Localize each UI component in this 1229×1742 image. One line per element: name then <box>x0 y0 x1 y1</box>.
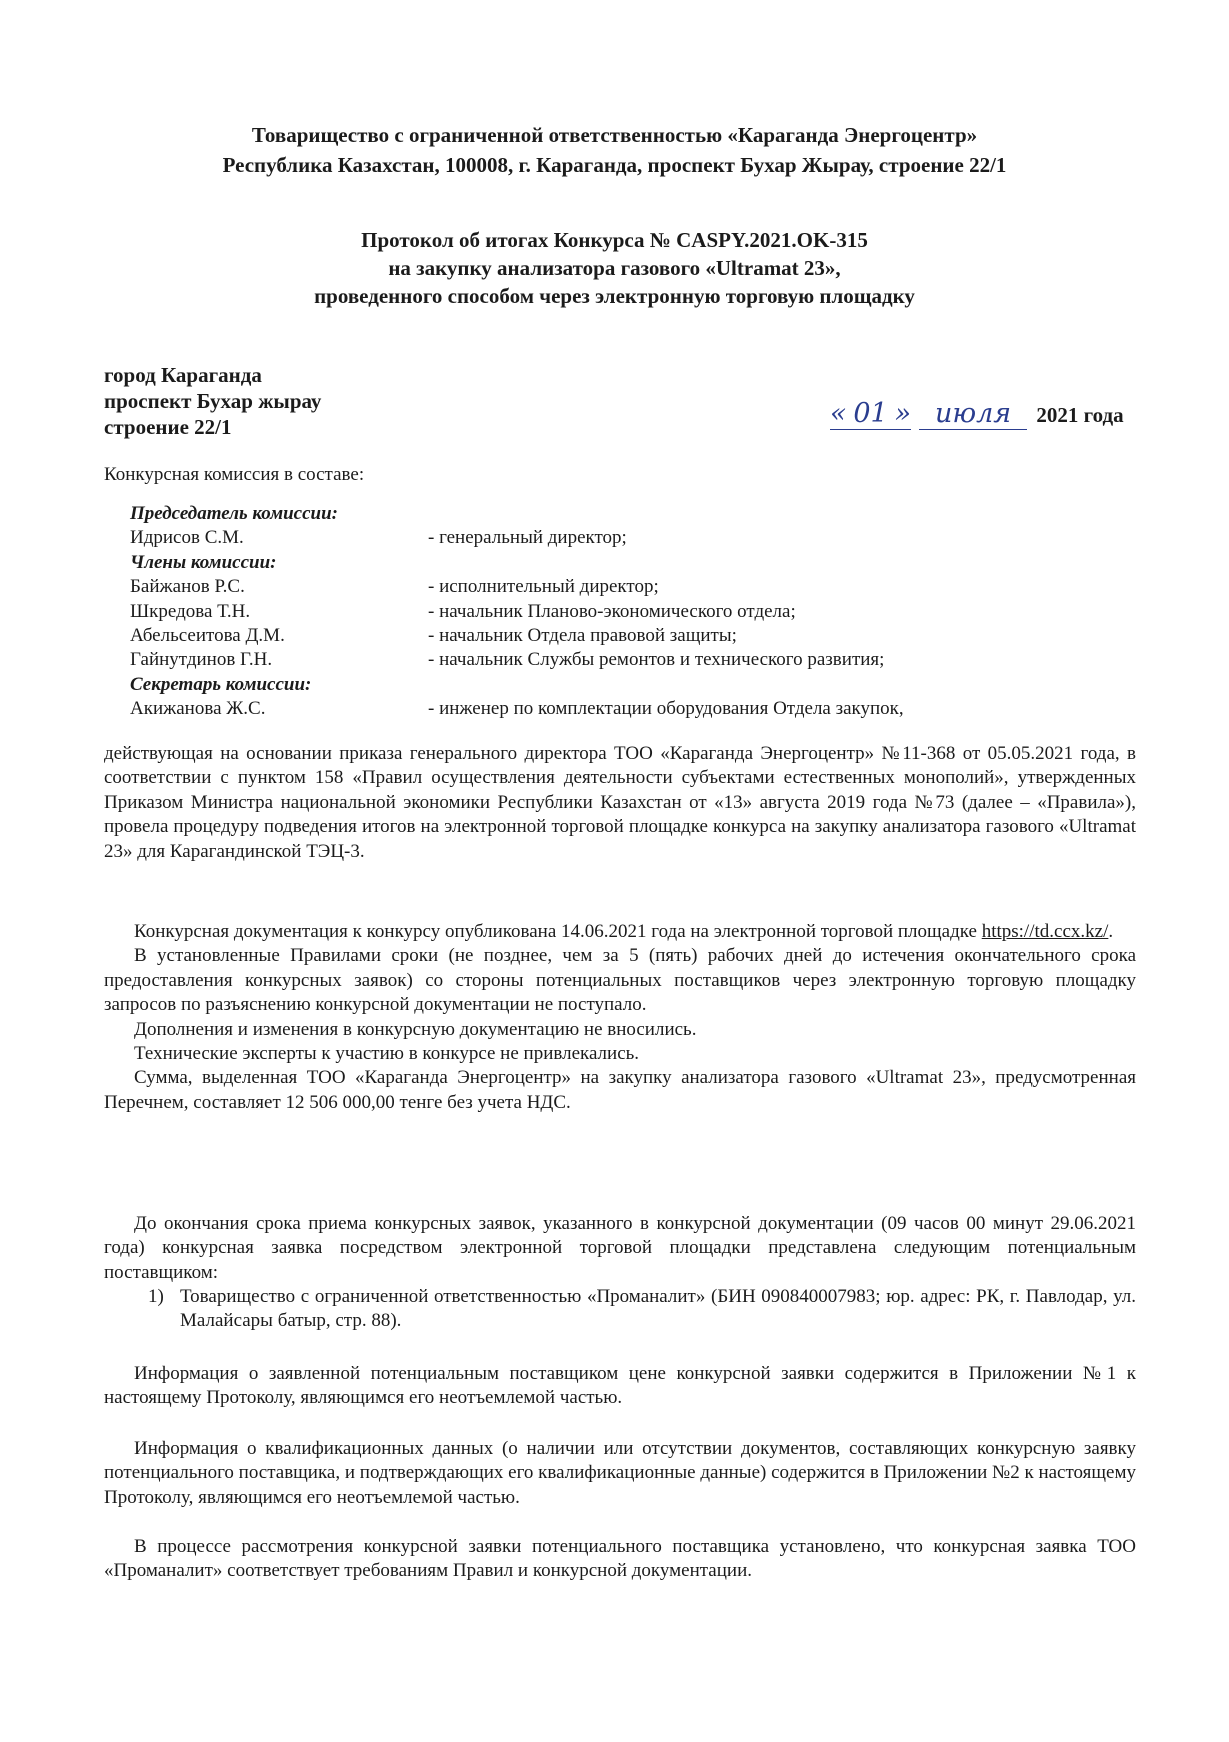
committee-member-row <box>130 648 1030 672</box>
paragraph: Информация о заявленной потенциальным поставщиком цене конкурсной заявки содержится в Приложении №1 к настоящему Протоколу, являющимся его неотъемлемой частью. <box>104 1363 1136 1409</box>
qualification-info-paragraph <box>104 1437 1136 1510</box>
secretary-title: Секретарь комиссии: <box>130 673 312 695</box>
paragraph: Технические эксперты к участию в конкурсе не привлекались. <box>134 1043 640 1065</box>
basis-paragraph <box>104 742 1136 864</box>
member-name: Абельсеитова Д.М. <box>130 624 285 646</box>
list-number: 1) <box>148 1286 164 1307</box>
protocol-title-line-2: на закупку анализатора газового «Ultramat 23», <box>388 256 841 280</box>
committee-member-row <box>130 697 1030 721</box>
place-city: город Караганда <box>104 363 262 387</box>
paragraph: В процессе рассмотрения конкурсной заявки потенциального поставщика установлено, что конкурсная заявка ТОО «Проманалит» соответствует требованиям Правил и конкурсной документации. <box>104 1536 1136 1582</box>
member-name: Акижанова Ж.С. <box>130 698 266 720</box>
date-month: июля <box>919 398 1027 430</box>
date-day: 01 <box>853 398 888 429</box>
committee-intro: Конкурсная комиссия в составе: <box>104 464 365 485</box>
paragraph: Информация о квалификационных данных (о наличии или отсутствии документов, составляющих конкурсную заявку потенциального поставщика, и подтверждающих его квалификационные данные) содержится в Приложении №2 к настоящему Протоколу, являющимся его неотъемлемой частью. <box>104 1438 1136 1508</box>
protocol-title-line-3: проведенного способом через электронную торговую площадку <box>314 284 915 308</box>
paragraph: действующая на основании приказа генерального директора ТОО «Караганда Энергоцентр» №11-368 от 05.05.2021 года, в соответствии с пунктом 158 «Правил осуществления деятельности субъектами естественных монополий», утвержденных Приказом Министра национальной экономики Республики Казахстан от «13» августа 2019 года №73 (далее – «Правила»), провела процедуру подведения итогов на электронной торговой площадке конкурса на закупку анализатора газового «Ultramat 23» для Карагандинской ТЭЦ-3. <box>104 743 1136 862</box>
members-title: Члены комиссии: <box>130 551 277 573</box>
date-day-field: « 01 » <box>830 398 912 429</box>
paragraph: В установленные Правилами сроки (не позднее, чем за 5 (пять) рабочих дней до истечения окончательного срока предоставления конкурсных заявок) со стороны потенциальных поставщиков через электронную торговую площадку запросов по разъяснению конкурсной документации не поступало. <box>104 945 1136 1016</box>
publication-paragraph: Конкурсная документация к конкурсу опубликована 14.06.2021 года на электронной торговой площадке https://td.ccx.kz/. <box>134 921 1114 942</box>
committee-member-row <box>130 575 1030 599</box>
date-year: 2021 года <box>1036 403 1124 427</box>
organization-name: Товарищество с ограниченной ответственностью «Караганда Энергоцентр» <box>251 123 978 147</box>
platform-link[interactable]: https://td.ccx.kz/ <box>981 921 1109 942</box>
price-info-paragraph <box>104 1362 1136 1411</box>
committee-member-row <box>130 526 1030 550</box>
submission-paragraph <box>104 1212 1136 1285</box>
member-position: - начальник Отдела правовой защиты; <box>428 624 737 646</box>
supplier-list-item <box>104 1285 1136 1334</box>
protocol-title <box>0 226 1229 310</box>
member-position: - начальник Службы ремонтов и технического развития; <box>428 649 885 671</box>
procedure-paragraphs <box>104 920 1136 1115</box>
place-block <box>104 362 321 440</box>
committee-list <box>130 502 1030 722</box>
paragraph: До окончания срока приема конкурсных заявок, указанного в конкурсной документации (09 часов 00 минут 29.06.2021 года) конкурсная заявка посредством электронной торговой площадки представлена следующим потенциальным поставщиком: <box>104 1213 1136 1283</box>
member-position: - исполнительный директор; <box>428 576 659 598</box>
amount-paragraph: Сумма, выделенная ТОО «Караганда Энергоцентр» на закупку анализатора газового «Ultramat 23», предусмотренная Перечнем, составляет 12 506 000,00 тенге без учета НДС. <box>104 1067 1136 1113</box>
chair-title: Председатель комиссии: <box>130 503 338 524</box>
member-name: Идрисов С.М. <box>130 527 244 549</box>
committee-member-row <box>130 600 1030 624</box>
place-street: проспект Бухар жырау <box>104 389 322 413</box>
organization-header <box>0 120 1229 180</box>
paragraph: Дополнения и изменения в конкурсную документацию не вносились. <box>134 1018 697 1040</box>
member-name: Байжанов Р.С. <box>130 576 245 598</box>
supplier-text: Товарищество с ограниченной ответственностью «Проманалит» (БИН 090840007983; юр. адрес: РК, г. Павлодар, ул. Малайсары батыр, стр. 88). <box>180 1286 1136 1332</box>
member-name: Гайнутдинов Г.Н. <box>130 649 273 671</box>
member-name: Шкредова Т.Н. <box>130 600 251 622</box>
committee-member-row <box>130 624 1030 648</box>
protocol-title-line-1: Протокол об итогах Конкурса № CASPY.2021.OK-315 <box>361 228 868 252</box>
member-position: - генеральный директор; <box>428 527 627 549</box>
organization-address: Республика Казахстан, 100008, г. Караганда, проспект Бухар Жырау, строение 22/1 <box>222 153 1007 177</box>
member-position: - начальник Планово-экономического отдела; <box>428 600 796 622</box>
conclusion-paragraph <box>104 1535 1136 1584</box>
protocol-date <box>830 398 1124 430</box>
place-building: строение 22/1 <box>104 415 232 439</box>
member-position: - инженер по комплектации оборудования Отдела закупок, <box>428 698 904 720</box>
